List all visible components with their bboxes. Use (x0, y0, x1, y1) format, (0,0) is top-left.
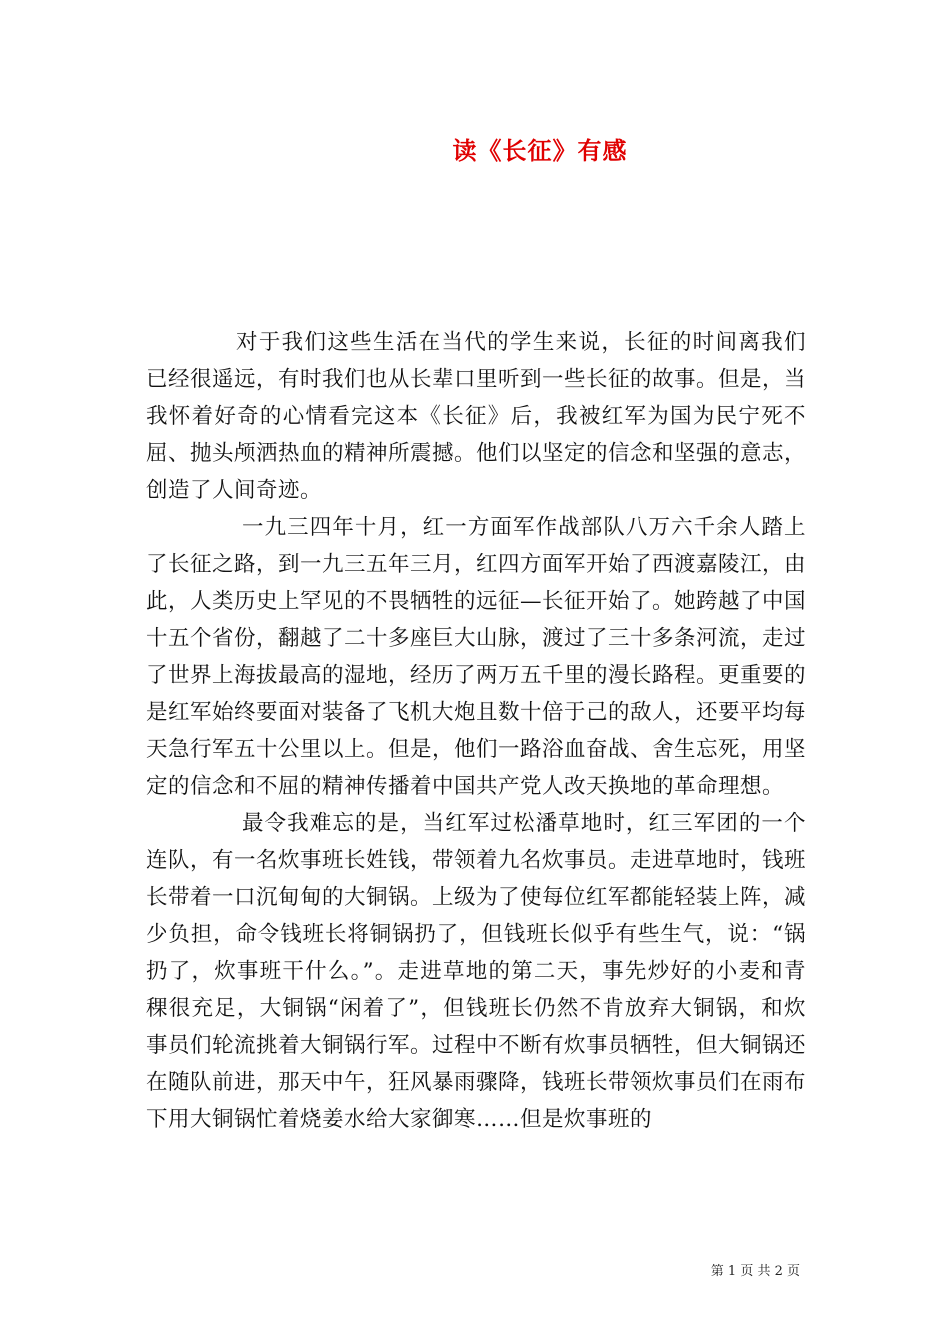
page-number-footer: 第 1 页 共 2 页 (710, 1264, 800, 1279)
paragraph-2: 一九三四年十月，红一方面军作战部队八万六千余人踏上了长征之路，到一九三五年三月，红四方面军开始了西渡嘉陵江，由此，人类历史上罕见的不畏牺牲的远征—长征开始了。她跨越了中国十五个省份，翻越了二十多座巨大山脉，渡过了三十多条河流，走过了世界上海拔最高的湿地，经历了两万五千里的漫长路程。更重要的是红军始终要面对装备了飞机大炮且数十倍于己的敌人，还要平均每天急行军五十公里以上。但是，他们一路浴血奋战、舍生忘死，用坚定的信念和不屈的精神传播着中国共产党人改天换地的革命理想。 (146, 515, 807, 799)
paragraph-1: 对于我们这些生活在当代的学生来说，长征的时间离我们已经很遥远，有时我们也从长辈口里听到一些长征的故事。但是，当我怀着好奇的心情看完这本《长征》后，我被红军为国为民宁死不屈、抛头颅洒热血的精神所震撼。他们以坚定的信念和坚强的意志，创造了人间奇迹。 (146, 330, 807, 503)
paragraph-3: 最令我难忘的是，当红军过松潘草地时，红三军团的一个连队，有一名炊事班长姓钱，带领着九名炊事员。走进草地时，钱班长带着一口沉甸甸的大铜锅。上级为了使每位红军都能轻装上阵，减少负担，命令钱班长将铜锅扔了，但钱班长似乎有些生气，说：“锅扔了，炊事班干什么。”。走进草地的第二天，事先炒好的小麦和青稞很充足，大铜锅“闲着了”，但钱班长仍然不肯放弃大铜锅，和炊事员们轮流挑着大铜锅行军。过程中不断有炊事员牺牲，但大铜锅还在随队前进，那天中午，狂风暴雨骤降，钱班长带领炊事员们在雨布下用大铜锅忙着烧姜水给大家御寒……但是炊事班的 (146, 811, 807, 1132)
page-title: 读《长征》有感 (452, 136, 628, 165)
document-body (146, 324, 806, 1138)
